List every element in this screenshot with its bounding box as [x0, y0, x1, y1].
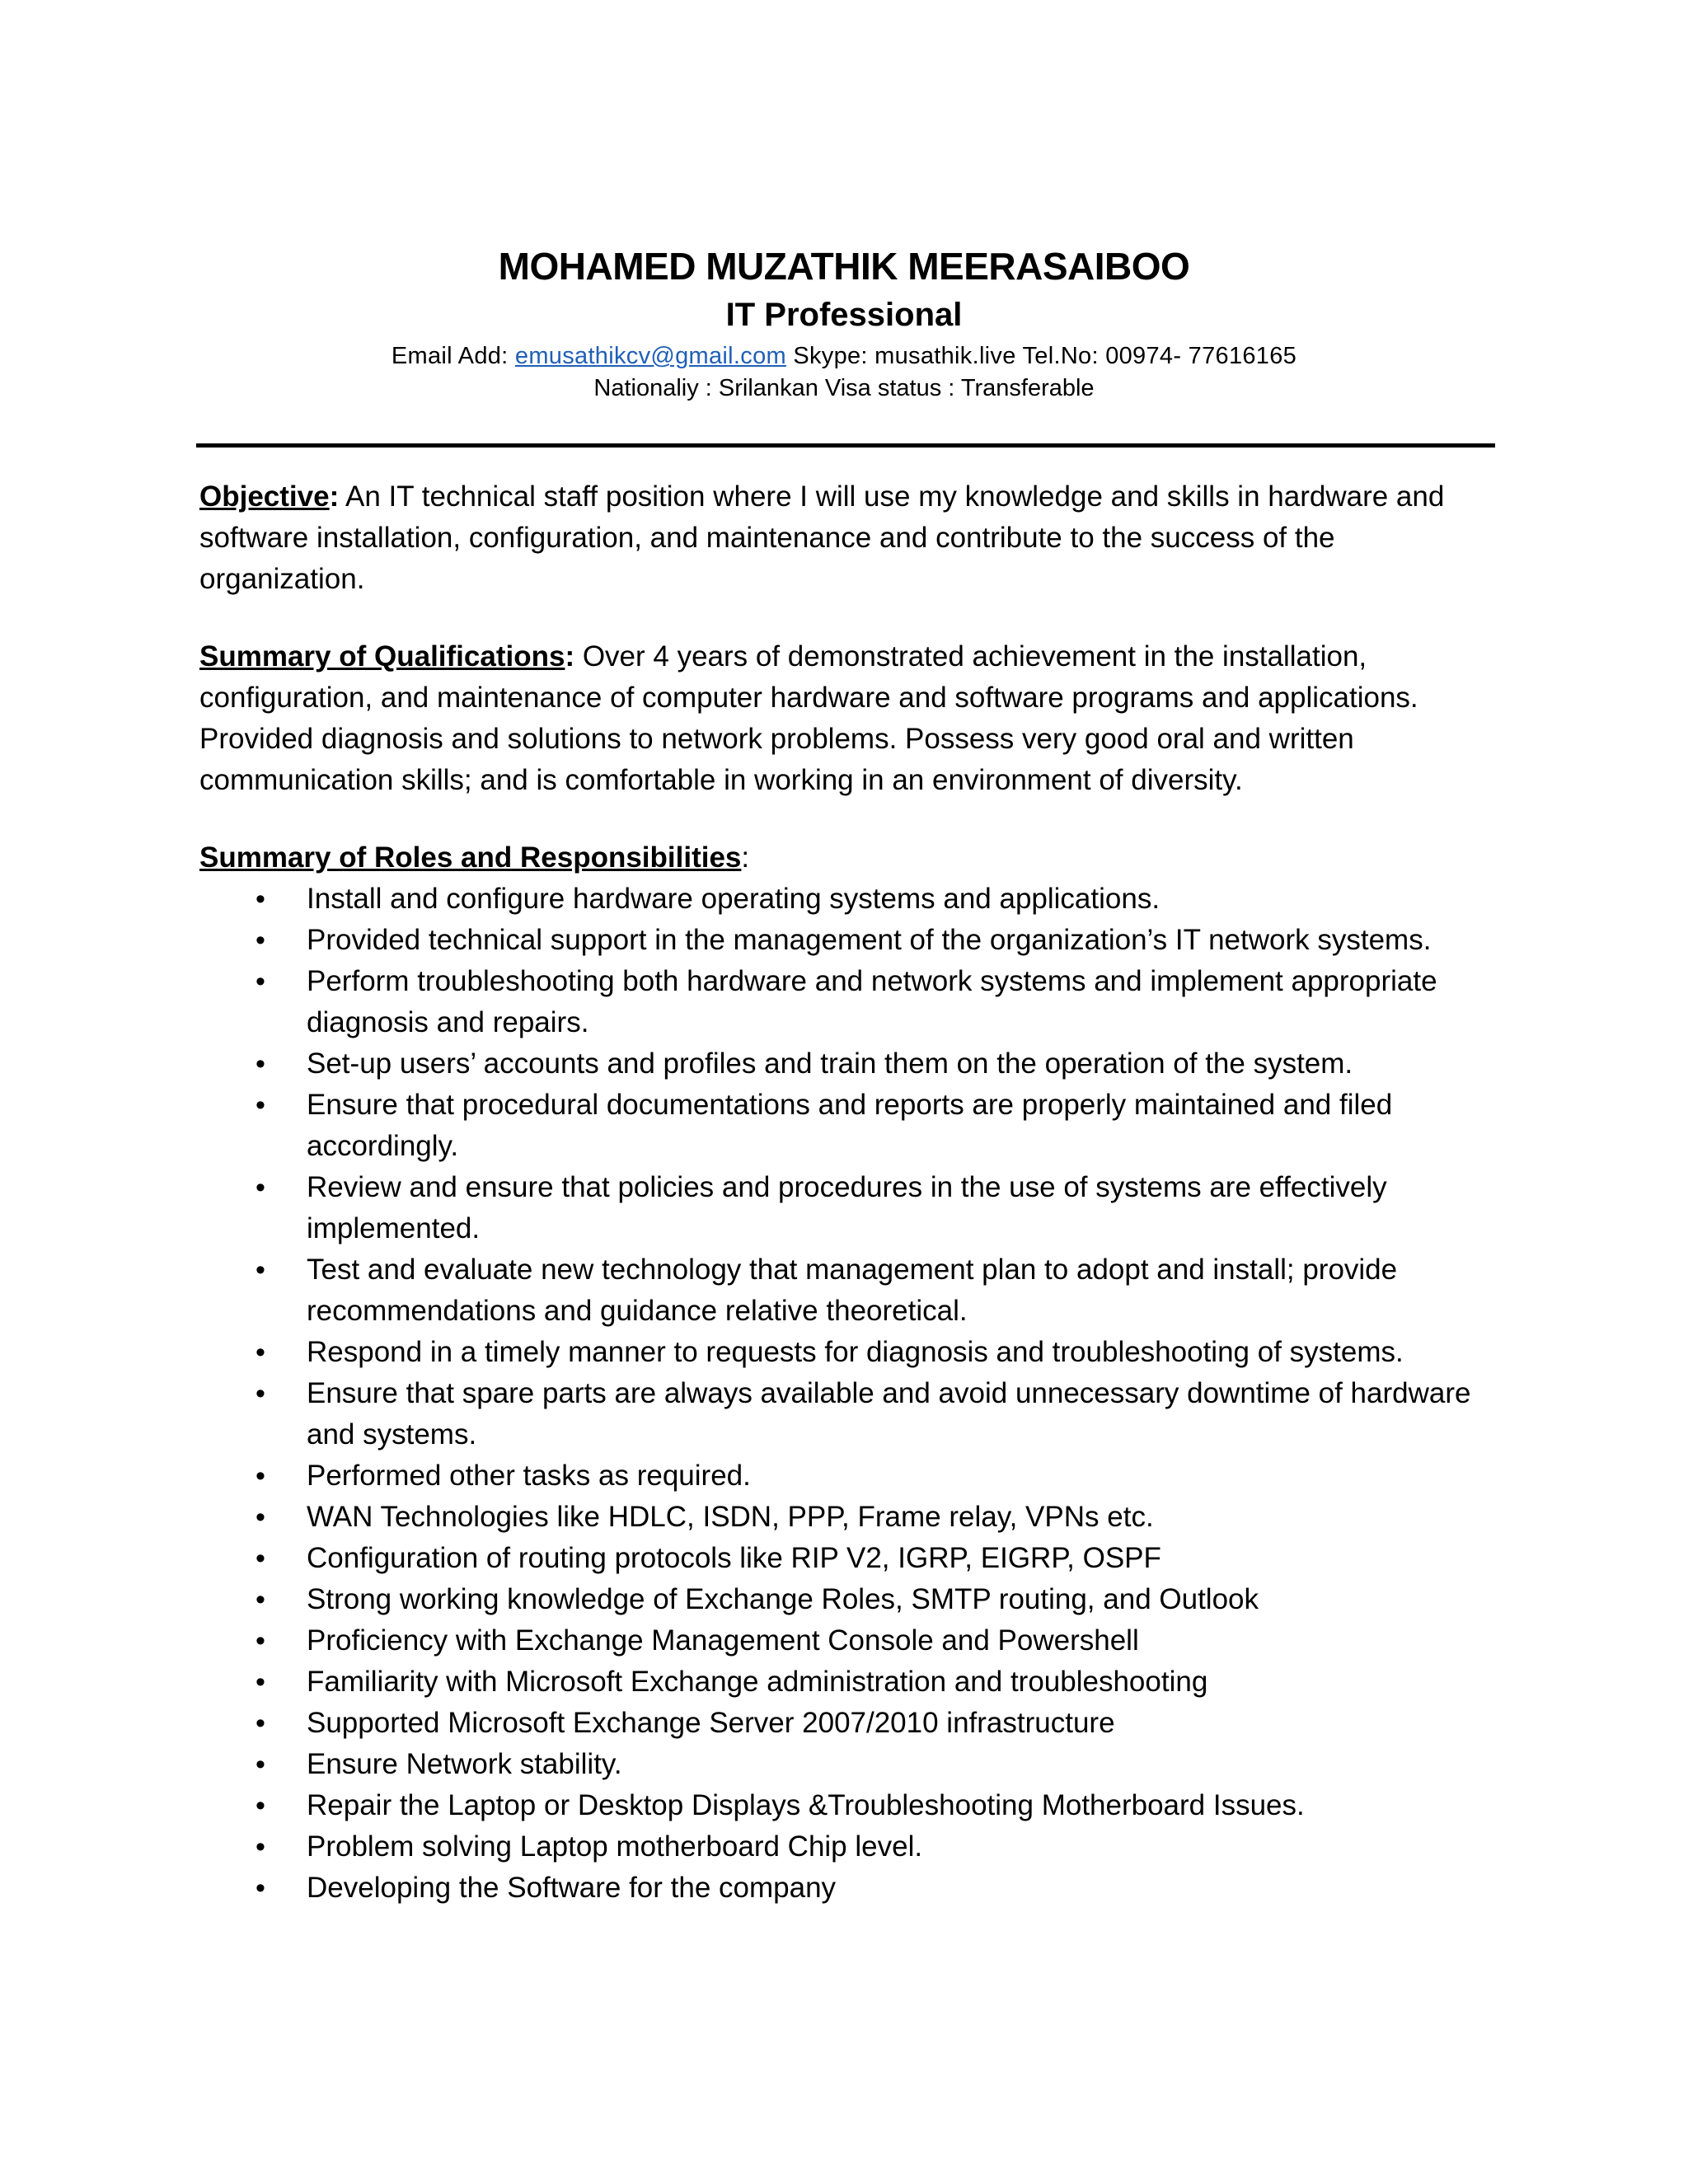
list-item: • Respond in a timely manner to requests for diagnosis and troubleshooting of systems.: [199, 1332, 1502, 1373]
skype-phone: Skype: musathik.live Tel.No: 00974- 77616165: [785, 343, 1297, 369]
list-item: • Ensure that spare parts are always available and avoid unnecessary downtime of hardware and systems.: [199, 1373, 1502, 1455]
qualifications-text: Over 4 years of demonstrated achievement in the installation, configuration, and maintenance of computer hardware and software programs and applications. Provided diagnosis and solutions to network problems. Possess very good oral and written communication skills; and is comfortable in working in an environment of diversity.: [199, 640, 1418, 796]
roles-heading: Summary of Roles and Responsibilities: [199, 841, 742, 874]
objective-colon: :: [329, 480, 340, 513]
list-item: • Repair the Laptop or Desktop Displays &Troubleshooting Motherboard Issues.: [199, 1785, 1502, 1826]
email-label: Email Add:: [391, 343, 515, 369]
job-title: IT Professional: [725, 297, 963, 333]
list-item: • Developing the Software for the company: [199, 1868, 1502, 1909]
list-item: • Supported Microsoft Exchange Server 2007/2010 infrastructure: [199, 1703, 1502, 1744]
roles-section-title: [199, 837, 1502, 879]
list-item: • Test and evaluate new technology that management plan to adopt and install; provide recommendations and guidance relative theoretical.: [199, 1249, 1502, 1332]
list-item: • Proficiency with Exchange Management Console and Powershell: [199, 1620, 1502, 1661]
qualifications-heading: Summary of Qualifications: [199, 640, 565, 673]
list-item: • Install and configure hardware operating systems and applications.: [199, 879, 1502, 920]
list-item: • Familiarity with Microsoft Exchange administration and troubleshooting: [199, 1661, 1502, 1703]
list-item: • Review and ensure that policies and procedures in the use of systems are effectively implemented.: [199, 1167, 1502, 1249]
list-item: • Configuration of routing protocols like RIP V2, IGRP, EIGRP, OSPF: [199, 1538, 1502, 1579]
list-item: • Perform troubleshooting both hardware and network systems and implement appropriate diagnosis and repairs.: [199, 961, 1502, 1043]
list-item: • Problem solving Laptop motherboard Chip level.: [199, 1826, 1502, 1868]
list-item: • Ensure Network stability.: [199, 1744, 1502, 1785]
qualifications-section: [199, 636, 1502, 801]
list-item: • Ensure that procedural documentations and reports are properly maintained and filed accordingly.: [199, 1085, 1502, 1167]
nationality-visa-line: Nationaliy : Srilankan Visa status : Transferable: [593, 375, 1095, 401]
list-item: • Provided technical support in the management of the organization’s IT network systems.: [199, 920, 1502, 961]
roles-list: [199, 879, 1502, 1909]
objective-section: [199, 476, 1502, 600]
email-link[interactable]: emusathikcv@gmail.com: [514, 343, 786, 369]
list-item: • WAN Technologies like HDLC, ISDN, PPP, Frame relay, VPNs etc.: [199, 1497, 1502, 1538]
objective-heading: Objective: [199, 480, 330, 513]
candidate-name: MOHAMED MUZATHIK MEERASAIBOO: [498, 245, 1190, 288]
list-item: • Strong working knowledge of Exchange Roles, SMTP routing, and Outlook: [199, 1579, 1502, 1620]
list-item: • Performed other tasks as required.: [199, 1455, 1502, 1497]
qualifications-colon: :: [565, 640, 575, 673]
roles-colon: :: [741, 841, 750, 874]
contact-line: [0, 343, 1688, 370]
list-item: • Set-up users’ accounts and profiles and train them on the operation of the system.: [199, 1043, 1502, 1085]
header-divider: [196, 443, 1495, 448]
objective-text: An IT technical staff position where I will use my knowledge and skills in hardware and software installation, configuration, and maintenance and contribute to the success of the organization.: [199, 480, 1445, 595]
